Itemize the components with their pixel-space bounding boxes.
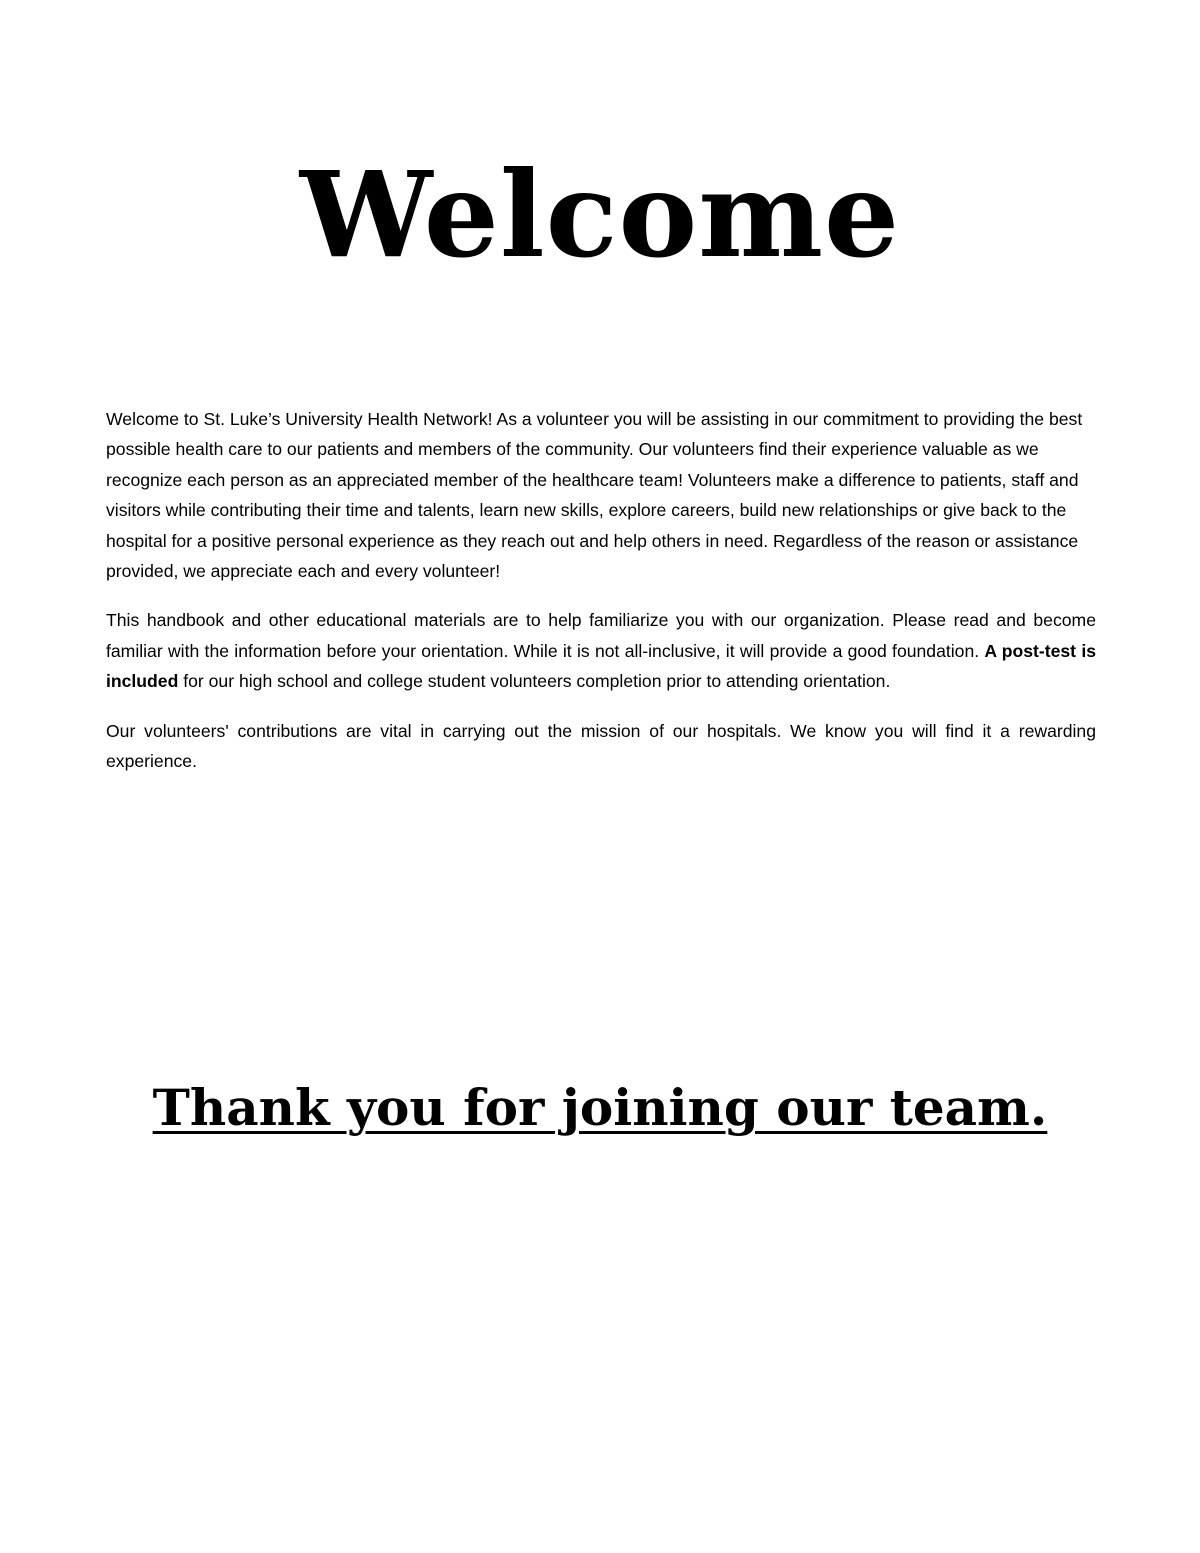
closing-heading (0, 1068, 1200, 1148)
handbook-text-before: This handbook and other educational materials are to help familiarize you with our organization. Please read and become familiar with the information before your orientation. While it is not all-inclusive, it will provide a good foundation. (106, 610, 1096, 661)
post-test-note: A post-test is included (106, 640, 1096, 692)
welcome-heading: Welcome (299, 145, 901, 284)
handbook-paragraph (106, 605, 1096, 696)
intro-paragraph: Welcome to St. Luke’s University Health Network! As a volunteer you will be assisting in our commitment to providing the best possible health care to our patients and members of the community. Our volunteers find their experience valuable as we recognize each person as an appreciated member of the healthcare team! Volunteers make a difference to patients, staff and visitors while contributing their time and talents, learn new skills, explore careers, build new relationships or give back to the hospital for a positive personal experience as they reach out and help others in need. Regardless of the reason or assistance provided, we appreciate each and every volunteer! (106, 409, 1083, 582)
body-text (106, 404, 1096, 795)
handbook-text-after: for our high school and college student volunteers completion prior to attending orientation. (178, 671, 891, 692)
contributions-paragraph: Our volunteers' contributions are vital in carrying out the mission of our hospitals. We know you will find it a rewarding experience. (106, 720, 1096, 772)
closing-text: Thank you for joining our team. (152, 1078, 1048, 1137)
